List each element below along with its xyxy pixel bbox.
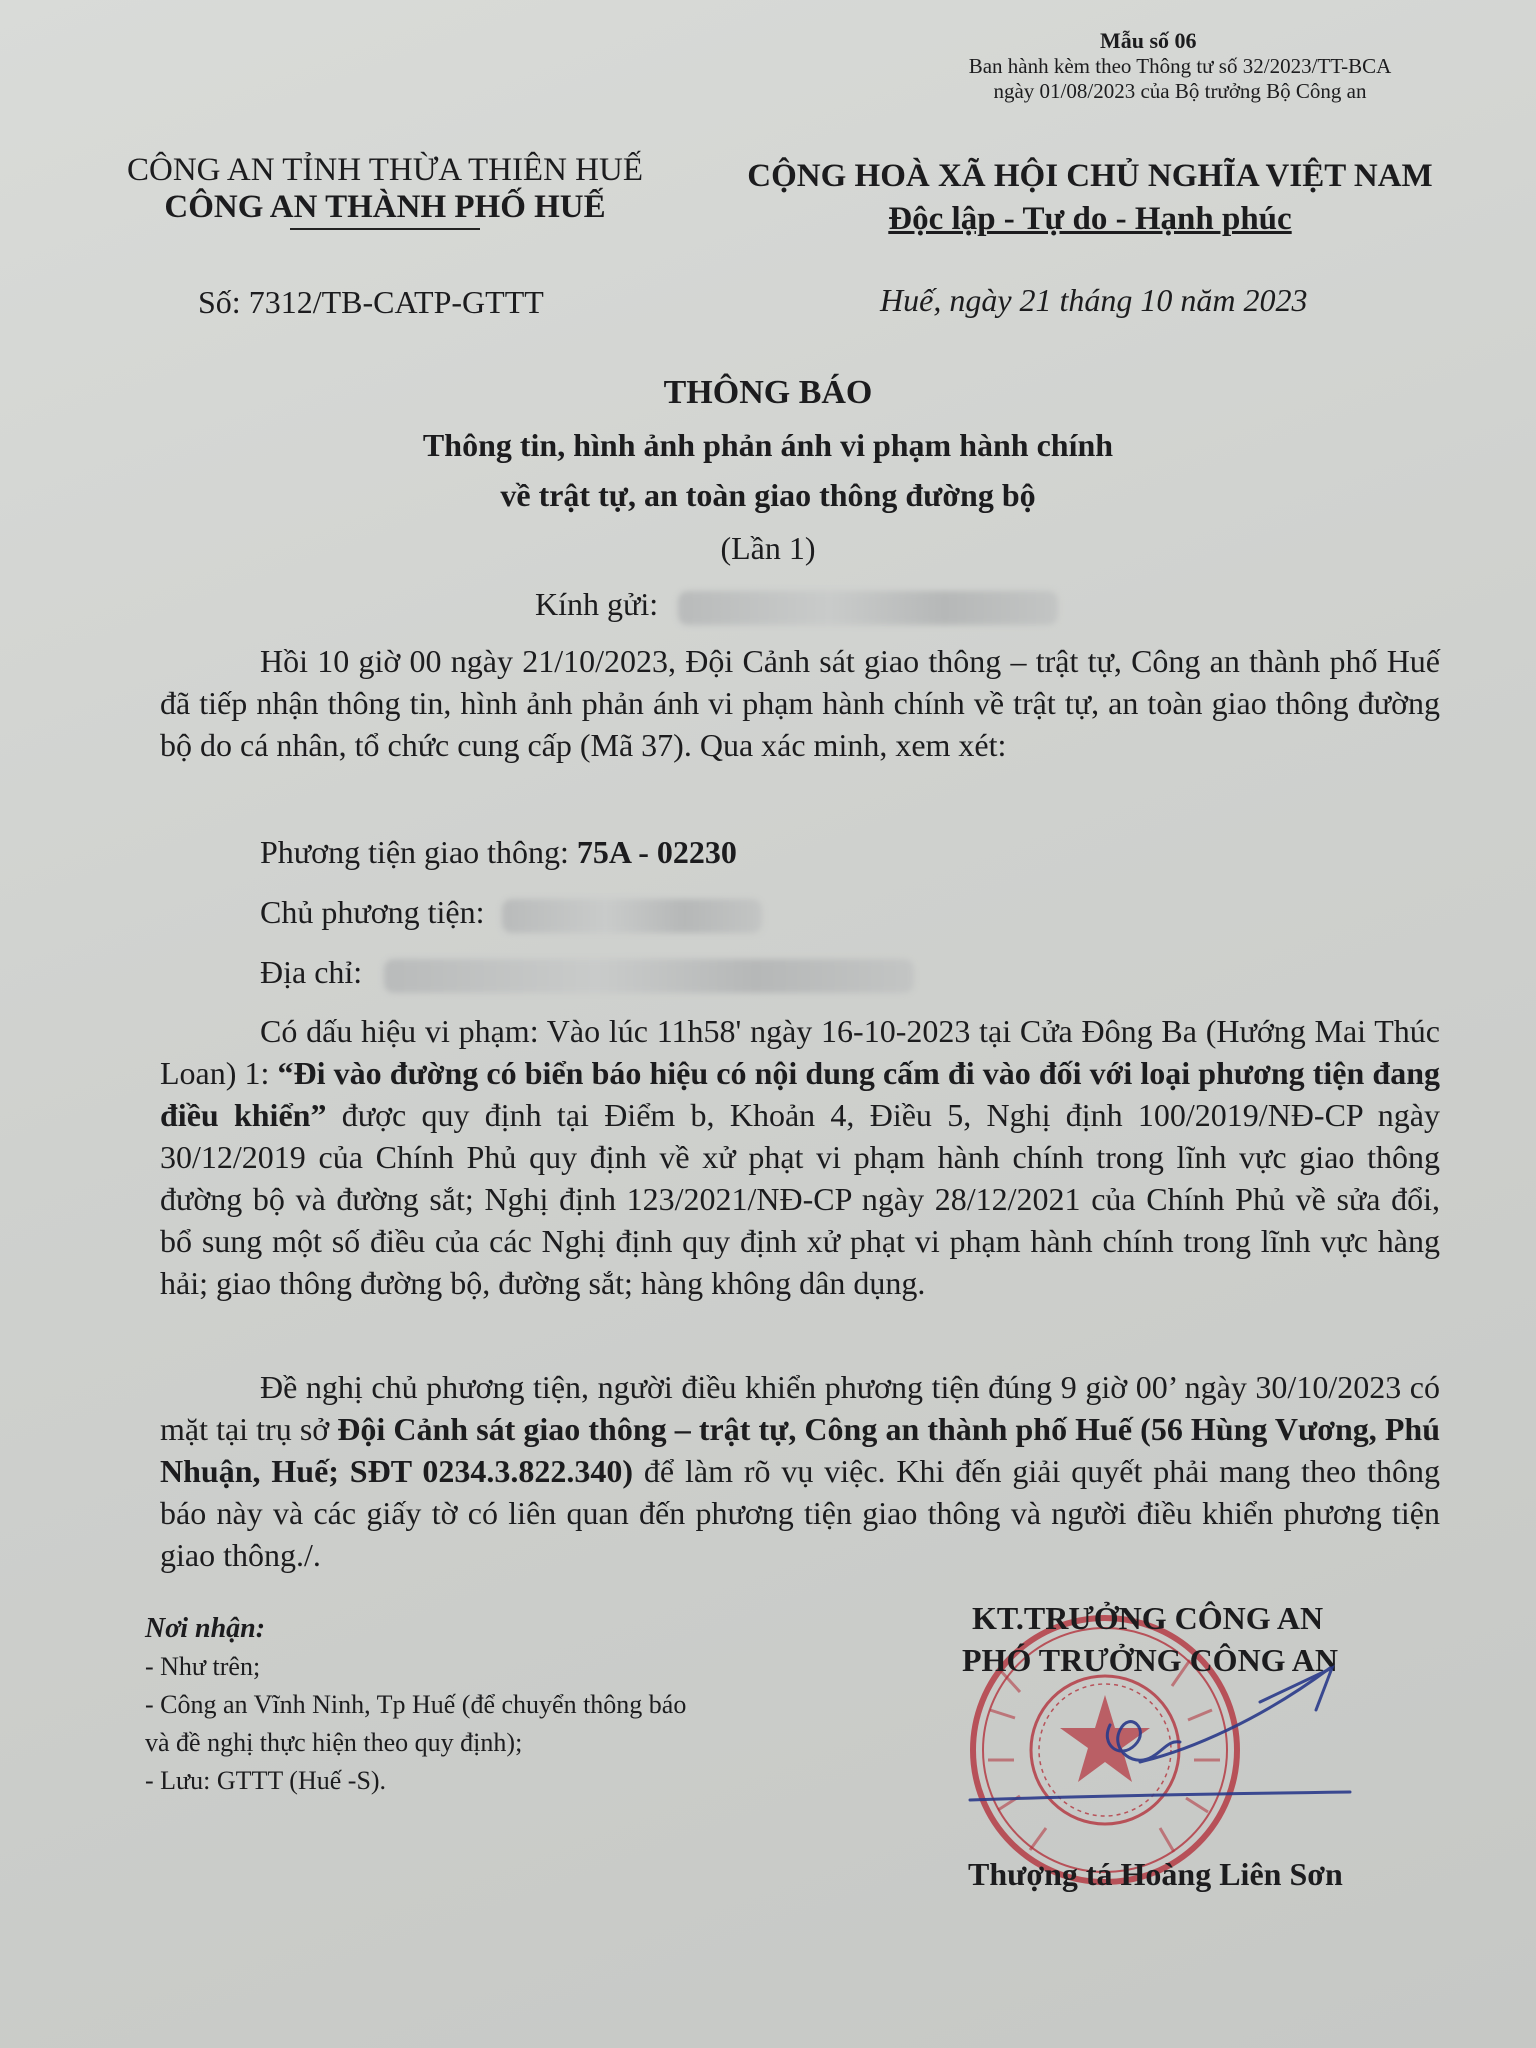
request-location: Đội Cảnh sát giao thông – trật tự, Công an thành phố Huế (56 Hùng Vương, Phú Nhuận, Huế; SĐT 0234.3.822.340) [160,1411,1441,1489]
handwritten-signature [960,1650,1360,1820]
violation-description: “Đi vào đường có biển báo hiệu có nội dung cấm đi vào đối với loại phương tiện đang điều khiển” [160,1055,1441,1133]
agency-underline [290,228,480,230]
recipient-item: và đề nghị thực hiện theo quy định); [145,1728,523,1757]
addressee-row [535,586,1058,625]
nation-header [720,158,1460,238]
nation-motto: Độc lập - Tự do - Hạnh phúc [888,201,1292,237]
owner-label: Chủ phương tiện: [260,894,485,930]
recipient-item: - Như trên; [145,1652,261,1681]
signature-title-1: KT.TRƯỞNG CÔNG AN [972,1600,1324,1636]
title-block [0,370,1536,576]
signature-title-2: PHÓ TRƯỞNG CÔNG AN [962,1642,1339,1678]
intro-paragraph [160,640,1440,766]
document-subtitle-2: về trật tự, an toàn giao thông đường bộ [500,477,1036,513]
violation-paragraph [160,1010,1440,1304]
recipient-item: - Công an Vĩnh Ninh, Tp Huế (để chuyển thông báo [145,1690,687,1719]
form-issued-line-1: Ban hành kèm theo Thông tư số 32/2023/TT-BCA [968,54,1392,78]
address-row [260,954,914,993]
recipient-item: - Lưu: GTTT (Huế -S). [145,1766,387,1795]
document-title: THÔNG BÁO [663,374,873,411]
redacted-address [384,959,914,993]
form-number-block [930,28,1430,104]
violation-lead: Có dấu hiệu vi phạm: Vào lúc 11h58' ngày 16-10-2023 tại Cửa Đông Ba (Hướng Mai Thúc Loan) 1: [160,1013,1440,1091]
intro-text: Hồi 10 giờ 00 ngày 21/10/2023, Đội Cảnh sát giao thông – trật tự, Công an thành phố Huế đã tiếp nhận thông tin, hình ảnh phản ánh vi phạm hành chính về trật tự, an toàn giao thông đường bộ do cá nhân, tổ chức cung cấp (Mã 37). Qua xác minh, xem xét: [160,643,1440,763]
request-paragraph [160,1366,1440,1576]
nation-name: CỘNG HOÀ XÃ HỘI CHỦ NGHĨA VIỆT NAM [747,158,1433,194]
vehicle-row [260,834,737,871]
document-number: Số: 7312/TB-CATP-GTTT [198,284,544,320]
addressee-label: Kính gửi: [535,586,659,622]
agency-header [90,152,680,230]
signer-name: Thượng tá Hoàng Liên Sơn [968,1856,1343,1892]
document-subtitle-1: Thông tin, hình ảnh phản ánh vi phạm hành chính [422,427,1114,463]
agency-parent: CÔNG AN TỈNH THỪA THIÊN HUẾ [126,152,643,188]
form-issued-line-2: ngày 01/08/2023 của Bộ trưởng Bộ Công an [993,79,1367,103]
place-date: Huế, ngày 21 tháng 10 năm 2023 [880,282,1308,318]
violation-legal-basis: được quy định tại Điểm b, Khoản 4, Điều 5, Nghị định 100/2019/NĐ-CP ngày 30/12/2019 của Chính Phủ quy định về xử phạt vi phạm hành chính trong lĩnh vực giao thông đường bộ và đường sắt; Nghị định 123/2021/NĐ-CP ngày 28/12/2021 của Chính Phủ về sửa đổi, bổ sung một số điều của các Nghị định quy định xử phạt vi phạm hành chính trong lĩnh vực hàng hải; giao thông đường bộ, đường sắt; hàng không dân dụng. [160,1097,1441,1301]
redacted-addressee [678,591,1058,625]
address-label: Địa chỉ: [260,954,363,990]
vehicle-label: Phương tiện giao thông: [260,834,569,870]
form-number: Mẫu số 06 [1100,28,1197,53]
request-rest: để làm rõ vụ việc. Khi đến giải quyết phải mang theo thông báo này và các giấy tờ có liên quan đến phương tiện giao thông và người điều khiển phương tiện giao thông./. [160,1453,1441,1573]
redacted-owner [502,899,762,933]
vehicle-plate: 75A - 02230 [576,834,737,870]
agency-name: CÔNG AN THÀNH PHỐ HUẾ [164,189,606,225]
request-lead: Đề nghị chủ phương tiện, người điều khiển phương tiện đúng 9 giờ 00’ ngày 30/10/2023 có mặt tại trụ sở [160,1369,1440,1447]
recipients-title: Nơi nhận: [145,1613,266,1644]
document-time: (Lần 1) [720,530,816,566]
owner-row [260,894,762,933]
recipients-block [145,1610,686,1800]
